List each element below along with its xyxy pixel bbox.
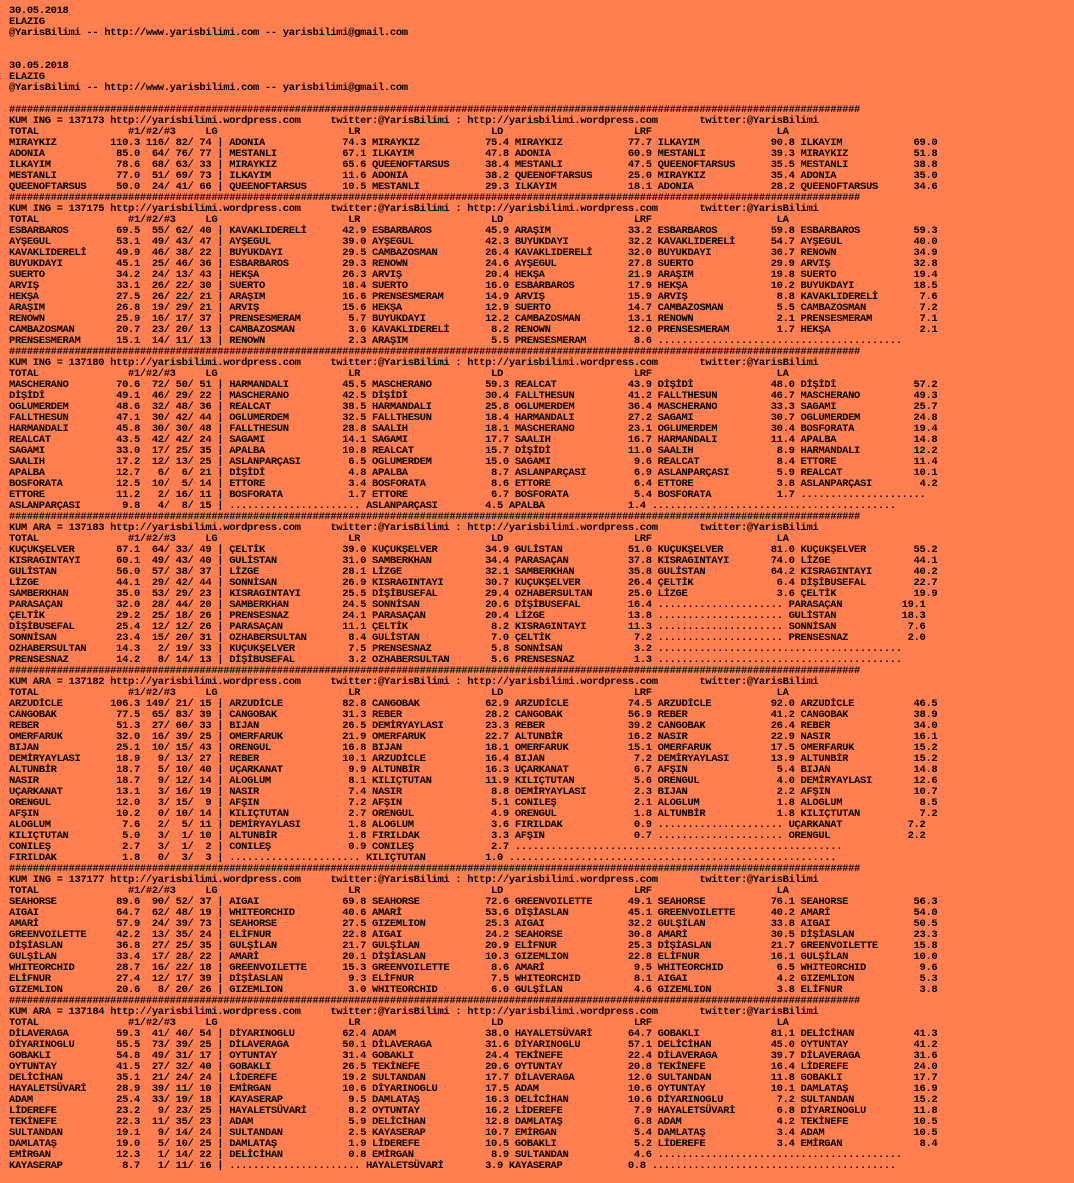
horse-row: CAMBAZOSMAN 20.7 23/ 20/ 13 | CAMBAZOSMAN 3.6 KAVAKLIDERELİ 8.2 RENOWN 12.0 PRENSESMERAM 1.7 HEKŞA 2.1 — [9, 324, 938, 336]
horse-row: LİDEREFE 23.2 9/ 23/ 25 | HAYALETSÜVARİ 8.2 OYTUNTAY 16.2 LİDEREFE 7.9 HAYALETSÜVARİ 6.8 DİYARINOGLU 11.8 — [9, 1105, 938, 1117]
race-header-line: KUM ING = 137175 http://yarisbilimi.wordpress.com twitter:@YarisBilimi : http://yarisbilimi.wordpress.com twitter:@YarisBilimi — [9, 203, 819, 215]
horse-row: AMARİ 57.9 24/ 39/ 73 | SEAHORSE 27.5 GIZEMLION 25.3 AIGAI 32.2 GULŞİLAN 33.8 AIGAI 50.5 — [9, 918, 938, 930]
separator-line: ############################################################################################################################################### — [9, 192, 860, 204]
horse-row: KAYASERAP 8.7 1/ 11/ 16 | ...................... HAYALETSÜVARİ 3.9 KAYASERAP 0.8 ......................................... — [9, 1160, 896, 1172]
horse-row: ÇELTİK 29.2 25/ 18/ 26 | PRENSESNAZ 24.1 PARASAÇAN 20.4 LİZGE 13.8 ..................... GULİSTAN 18.3 — [9, 610, 926, 622]
horse-row: KAVAKLIDERELİ 49.9 46/ 38/ 22 | BUYUKDAYI 29.5 CAMBAZOSMAN 26.4 KAVAKLIDERELİ 32.0 BUYUKDAYI 36.7 RENOWN 34.9 — [9, 247, 938, 259]
horse-row: AYŞEGUL 53.1 49/ 43/ 47 | AYŞEGUL 39.0 AYŞEGUL 42.3 BUYUKDAYI 32.2 KAVAKLIDERELİ 54.7 AYŞEGUL 40.0 — [9, 236, 938, 248]
horse-row: MASCHERANO 70.6 72/ 50/ 51 | HARMANDALI 45.5 MASCHERANO 59.3 REALCAT 43.9 DİŞİDİ 48.0 DİŞİDİ 57.2 — [9, 379, 938, 391]
horse-row: SUERTO 34.2 24/ 13/ 43 | HEKŞA 26.3 ARVIŞ 20.4 HEKŞA 21.9 ARAŞIM 19.8 SUERTO 19.4 — [9, 269, 938, 281]
race-header-line: KUM ING = 137180 http://yarisbilimi.wordpress.com twitter:@YarisBilimi : http://yarisbilimi.wordpress.com twitter:@YarisBilimi — [9, 357, 819, 369]
race-header-line: KUM ARA = 137183 http://yarisbilimi.wordpress.com twitter:@YarisBilimi : http://yarisbilimi.wordpress.com twitter:@YarisBilimi — [9, 522, 819, 534]
horse-row: FALLTHESUN 47.1 30/ 42/ 44 | OGLUMERDEM 32.5 FALLTHESUN 18.4 HARMANDALI 27.2 SAGAMI 30.7 OGLUMERDEM 24.8 — [9, 412, 938, 424]
column-header-line: TOTAL #1/#2/#3 LG LR LD LRF LA — [9, 885, 789, 897]
horse-row: ALTUNBİR 18.7 5/ 10/ 40 | UÇARKANAT 9.9 ALTUNBİR 16.3 UÇARKANAT 6.7 AFŞIN 5.4 BIJAN 14.8 — [9, 764, 938, 776]
horse-row: NASIR 18.7 9/ 12/ 14 | ALOGLUM 8.1 KILIÇTUTAN 11.9 KILIÇTUTAN 5.6 ORENGUL 4.0 DEMİRYAYLASI 12.6 — [9, 775, 938, 787]
horse-row: SAGAMI 33.0 17/ 25/ 35 | APALBA 10.8 REALCAT 15.7 DİŞİDİ 11.0 SAALIH 8.9 HARMANDALI 12.2 — [9, 445, 938, 457]
race-statistics-document — [9, 6, 937, 1172]
separator-line: ############################################################################################################################################### — [9, 511, 860, 523]
horse-row: REBER 51.3 27/ 60/ 33 | BIJAN 26.5 DEMİRYAYLASI 23.3 REBER 39.2 CANGOBAK 26.4 REBER 34.0 — [9, 720, 938, 732]
text-line: ELAZIG — [9, 71, 45, 83]
horse-row: KUÇUKŞELVER 67.1 64/ 33/ 49 | ÇELTİK 39.0 KUÇUKŞELVER 34.9 GULİSTAN 51.0 KUÇUKŞELVER 81.0 KUÇUKŞELVER 55.2 — [9, 544, 938, 556]
horse-row: SONNİSAN 23.4 15/ 20/ 31 | OZHABERSULTAN 8.4 GULİSTAN 7.0 ÇELTİK 7.2 ..................... PRENSESNAZ 2.0 — [9, 632, 926, 644]
horse-row: BUYUKDAYI 45.1 25/ 46/ 36 | ESBARBAROS 29.3 RENOWN 24.6 AYŞEGUL 27.8 SUERTO 29.9 ARVIŞ 32.8 — [9, 258, 938, 270]
horse-row: SAALIH 17.2 12/ 13/ 25 | ASLANPARÇASI 6.5 OGLUMERDEM 15.0 SAGAMI 9.6 REALCAT 8.4 ETTORE 11.4 — [9, 456, 938, 468]
horse-row: FIRILDAK 1.8 0/ 3/ 3 | ...................... KILIÇTUTAN 1.0 ....................................................... — [9, 852, 837, 864]
horse-row: EMİRGAN 12.3 1/ 14/ 22 | DELİCİHAN 0.8 EMİRGAN 8.9 SULTANDAN 4.6 ......................................... — [9, 1149, 902, 1161]
horse-row: ESBARBAROS 69.5 55/ 62/ 40 | KAVAKLIDERELİ 42.9 ESBARBAROS 45.9 ARAŞIM 33.2 ESBARBAROS 59.8 ESBARBAROS 59.3 — [9, 225, 938, 237]
separator-line: ############################################################################################################################################### — [9, 665, 860, 677]
horse-row: OYTUNTAY 41.5 27/ 32/ 40 | GOBAKLI 26.5 TEKİNEFE 20.6 OYTUNTAY 20.8 TEKİNEFE 16.4 LİDEREFE 24.0 — [9, 1061, 938, 1073]
horse-row: REALCAT 43.5 42/ 42/ 24 | SAGAMI 14.1 SAGAMI 17.7 SAALIH 16.7 HARMANDALI 11.4 APALBA 14.8 — [9, 434, 938, 446]
separator-line: ############################################################################################################################################### — [9, 995, 860, 1007]
horse-row: BIJAN 25.1 10/ 15/ 43 | ORENGUL 16.8 BIJAN 18.1 OMERFARUK 15.1 OMERFARUK 17.5 OMERFARUK 15.2 — [9, 742, 938, 754]
horse-row: GULŞİLAN 33.4 17/ 28/ 22 | AMARİ 20.1 DİŞİASLAN 10.3 GIZEMLION 22.8 ELİFNUR 16.1 GULŞİLAN 10.0 — [9, 951, 938, 963]
blank-line — [9, 39, 937, 50]
horse-row: KILIÇTUTAN 5.0 3/ 1/ 10 | ALTUNBİR 1.8 FIRILDAK 3.3 AFŞIN 0.7 ..................... ORENGUL 2.2 — [9, 830, 926, 842]
horse-row: BOSFORATA 12.5 10/ 5/ 14 | ETTORE 3.4 BOSFORATA 8.6 ETTORE 6.4 ETTORE 3.8 ASLANPARÇASI 4.2 — [9, 478, 938, 490]
horse-row: GULİSTAN 56.0 57/ 38/ 37 | LİZGE 28.1 LİZGE 32.1 SAMBERKHAN 35.8 GULİSTAN 64.2 KISRAGINTAYI 40.2 — [9, 566, 938, 578]
column-header-line: TOTAL #1/#2/#3 LG LR LD LRF LA — [9, 533, 789, 545]
horse-row: SULTANDAN 19.1 9/ 14/ 24 | SULTANDAN 2.5 KAYASERAP 10.7 EMİRGAN 5.4 DAMLATAŞ 3.4 ADAM 10.5 — [9, 1127, 938, 1139]
date-line: 30.05.2018 — [9, 5, 69, 17]
horse-row: DİŞİASLAN 36.8 27/ 25/ 35 | GULŞİLAN 21.7 GULŞİLAN 20.9 ELİFNUR 25.3 DİŞİASLAN 21.7 GREENVOILETTE 15.8 — [9, 940, 938, 952]
text-line: ELAZIG — [9, 16, 45, 28]
horse-row: ETTORE 11.2 2/ 16/ 11 | BOSFORATA 1.7 ETTORE 6.7 BOSFORATA 5.4 BOSFORATA 1.7 ..................... — [9, 489, 926, 501]
horse-row: DİYARINOGLU 55.5 73/ 39/ 25 | DİLAVERAGA 50.1 DİLAVERAGA 31.6 DİYARINOGLU 57.1 DELİCİHAN 45.0 OYTUNTAY 41.2 — [9, 1039, 938, 1051]
horse-row: UÇARKANAT 13.1 3/ 16/ 19 | NASIR 7.4 NASIR 8.8 DEMİRYAYLASI 2.3 BIJAN 2.2 AFŞIN 10.7 — [9, 786, 938, 798]
horse-row: DELİCİHAN 35.1 21/ 24/ 24 | LİDEREFE 19.2 SULTANDAN 17.7 DİLAVERAGA 12.0 SULTANDAN 11.8 GOBAKLI 17.7 — [9, 1072, 938, 1084]
horse-row: WHITEORCHID 28.7 16/ 22/ 18 | GREENVOILETTE 15.3 GREENVOILETTE 8.6 AMARİ 9.5 WHITEORCHID 6.5 WHITEORCHID 9.6 — [9, 962, 938, 974]
horse-row: HARMANDALI 45.8 30/ 30/ 48 | FALLTHESUN 28.8 SAALIH 18.1 MASCHERANO 23.1 OGLUMERDEM 30.4 BOSFORATA 19.4 — [9, 423, 938, 435]
horse-row: TEKİNEFE 22.3 11/ 35/ 23 | ADAM 5.9 DELİCİHAN 12.8 DAMLATAŞ 6.8 ADAM 4.2 TEKİNEFE 10.5 — [9, 1116, 938, 1128]
column-header-line: TOTAL #1/#2/#3 LG LR LD LRF LA — [9, 368, 789, 380]
race-header-line: KUM ING = 137177 http://yarisbilimi.wordpress.com twitter:@YarisBilimi : http://yarisbilimi.wordpress.com twitter:@YarisBilimi — [9, 874, 819, 886]
blank-line — [9, 50, 937, 61]
horse-row: CANGOBAK 77.5 65/ 83/ 39 | CANGOBAK 31.3 REBER 28.2 CANGOBAK 56.9 REBER 41.2 CANGOBAK 38.9 — [9, 709, 938, 721]
horse-row: APALBA 12.7 6/ 6/ 21 | DİŞİDİ 4.8 APALBA 8.7 ASLANPARÇASI 6.9 ASLANPARÇASI 5.9 REALCAT 10.1 — [9, 467, 938, 479]
separator-line: ############################################################################################################################################### — [9, 863, 860, 875]
horse-row: OZHABERSULTAN 14.3 2/ 19/ 33 | KUÇUKŞELVER 7.5 PRENSESNAZ 5.8 SONNİSAN 3.2 ......................................... — [9, 643, 902, 655]
horse-row: RENOWN 25.9 16/ 17/ 37 | PRENSESMERAM 5.7 BUYUKDAYI 12.2 CAMBAZOSMAN 13.1 RENOWN 2.1 PRENSESMERAM 7.1 — [9, 313, 938, 325]
horse-row: GOBAKLI 54.8 49/ 31/ 17 | OYTUNTAY 31.4 GOBAKLI 24.4 TEKİNEFE 22.4 DİLAVERAGA 39.7 DİLAVERAGA 31.6 — [9, 1050, 938, 1062]
horse-row: ORENGUL 12.0 3/ 15/ 9 | AFŞIN 7.2 AFŞIN 5.1 CONILEŞ 2.1 ALOGLUM 1.8 ALOGLUM 8.5 — [9, 797, 938, 809]
horse-row: SEAHORSE 89.6 90/ 52/ 37 | AIGAI 69.8 SEAHORSE 72.6 GREENVOILETTE 49.1 SEAHORSE 76.1 SEAHORSE 56.3 — [9, 896, 938, 908]
race-header-line: KUM ARA = 137184 http://yarisbilimi.wordpress.com twitter:@YarisBilimi : http://yarisbilimi.wordpress.com twitter:@YarisBilimi — [9, 1006, 819, 1018]
horse-row: DEMİRYAYLASI 18.9 9/ 13/ 27 | REBER 10.1 ARZUDİCLE 16.4 BIJAN 7.2 DEMİRYAYLASI 13.9 ALTUNBİR 15.2 — [9, 753, 938, 765]
column-header-line: TOTAL #1/#2/#3 LG LR LD LRF LA — [9, 214, 789, 226]
horse-row: GREENVOILETTE 42.2 13/ 35/ 24 | ELİFNUR 22.8 AIGAI 24.2 SEAHORSE 30.8 AMARİ 30.5 DİŞİASLAN 23.3 — [9, 929, 938, 941]
horse-row: DİŞİDİ 49.1 46/ 29/ 22 | MASCHERANO 42.5 DİŞİDİ 30.4 FALLTHESUN 41.2 FALLTHESUN 46.7 MASCHERANO 49.3 — [9, 390, 938, 402]
horse-row: OMERFARUK 32.0 16/ 39/ 25 | OMERFARUK 21.9 OMERFARUK 22.7 ALTUNBİR 16.2 NASIR 22.9 NASIR 16.1 — [9, 731, 938, 743]
horse-row: PRENSESMERAM 15.1 14/ 11/ 13 | RENOWN 2.3 ARAŞIM 5.5 PRENSESMERAM 8.6 ......................................... — [9, 335, 902, 347]
horse-row: DAMLATAŞ 19.0 5/ 10/ 25 | DAMLATAŞ 1.9 LİDEREFE 10.5 GOBAKLI 5.2 LİDEREFE 3.4 EMİRGAN 8.4 — [9, 1138, 938, 1150]
horse-row: HEKŞA 27.5 26/ 22/ 21 | ARAŞIM 16.6 PRENSESMERAM 14.9 ARVIŞ 15.9 ARVIŞ 8.8 KAVAKLIDERELİ 7.6 — [9, 291, 938, 303]
horse-row: ARVIŞ 33.1 26/ 22/ 30 | SUERTO 18.4 SUERTO 16.0 ESBARBAROS 17.9 HEKŞA 10.2 BUYUKDAYI 18.5 — [9, 280, 938, 292]
horse-row: MESTANLI 77.0 51/ 69/ 73 | ILKAYIM 11.6 ADONIA 38.2 QUEENOFTARSUS 25.0 MIRAYKIZ 35.4 ADONIA 35.0 — [9, 170, 938, 182]
horse-row: MIRAYKIZ 110.3 116/ 82/ 74 | ADONIA 74.3 MIRAYKIZ 75.4 MIRAYKIZ 77.7 ILKAYIM 90.8 ILKAYIM 69.0 — [9, 137, 938, 149]
date-line: 30.05.2018 — [9, 60, 69, 72]
horse-row: AIGAI 64.7 62/ 48/ 19 | WHITEORCHID 40.6 AMARİ 53.6 DİŞİASLAN 45.1 GREENVOILETTE 40.2 AMARİ 54.0 — [9, 907, 938, 919]
horse-row: GIZEMLION 20.6 8/ 20/ 26 | GIZEMLION 3.0 WHITEORCHID 6.0 GULŞİLAN 4.6 GIZEMLION 3.8 ELİFNUR 3.8 — [9, 984, 938, 996]
horse-row: PRENSESNAZ 14.2 8/ 14/ 13 | DİŞİBUSEFAL 3.2 OZHABERSULTAN 5.6 PRENSESNAZ 1.3 ......................................... — [9, 654, 902, 666]
horse-row: LİZGE 44.1 29/ 42/ 44 | SONNİSAN 26.9 KISRAGINTAYI 30.7 KUÇUKŞELVER 26.4 ÇELTİK 6.4 DİŞİBUSEFAL 22.7 — [9, 577, 938, 589]
column-header-line: TOTAL #1/#2/#3 LG LR LD LRF LA — [9, 687, 789, 699]
horse-row: OGLUMERDEM 48.6 32/ 48/ 36 | REALCAT 38.5 HARMANDALI 25.8 OGLUMERDEM 36.4 MASCHERANO 33.3 SAGAMI 25.7 — [9, 401, 938, 413]
horse-row: HAYALETSÜVARİ 28.9 39/ 11/ 10 | EMİRGAN 10.6 DİYARINOGLU 17.5 ADAM 10.6 OYTUNTAY 10.1 DAMLATAŞ 16.9 — [9, 1083, 938, 1095]
horse-row: ALOGLUM 7.6 2/ 5/ 11 | DEMİRYAYLASI 1.8 ALOGLUM 3.6 FIRILDAK 0.9 ..................... UÇARKANAT 7.2 — [9, 819, 926, 831]
horse-row: SAMBERKHAN 35.0 53/ 29/ 23 | KISRAGINTAYI 25.5 DİŞİBUSEFAL 29.4 OZHABERSULTAN 25.0 LİZGE 3.6 ÇELTİK 19.9 — [9, 588, 938, 600]
horse-row: ARAŞIM 26.8 19/ 29/ 21 | ARVIŞ 15.6 HEKŞA 12.9 SUERTO 14.7 CAMBAZOSMAN 5.5 CAMBAZOSMAN 7.2 — [9, 302, 938, 314]
separator-line: ############################################################################################################################################### — [9, 346, 860, 358]
horse-row: ASLANPARÇASI 9.8 4/ 8/ 15 | ...................... ASLANPARÇASI 4.5 APALBA 1.4 ......................................... — [9, 500, 896, 512]
separator-line: ############################################################################################################################################### — [9, 104, 860, 116]
horse-row: ELİFNUR 27.4 12/ 17/ 39 | DİŞİASLAN 9.3 ELİFNUR 7.5 WHITEORCHID 8.1 AIGAI 4.2 GIZEMLION 5.3 — [9, 973, 938, 985]
race-header-line: KUM ARA = 137182 http://yarisbilimi.wordpress.com twitter:@YarisBilimi : http://yarisbilimi.wordpress.com twitter:@YarisBilimi — [9, 676, 819, 688]
horse-row: DİŞİBUSEFAL 25.4 12/ 12/ 26 | PARASAÇAN 11.1 ÇELTİK 8.2 KISRAGINTAYI 11.3 ..................... SONNİSAN 7.6 — [9, 621, 926, 633]
horse-row: KISRAGINTAYI 60.1 49/ 43/ 40 | GULİSTAN 31.0 SAMBERKHAN 34.4 PARASAÇAN 37.8 KISRAGINTAYI 74.0 LİZGE 44.1 — [9, 555, 938, 567]
contact-line: @YarisBilimi -- http://www.yarisbilimi.com -- yarisbilimi@gmail.com — [9, 27, 408, 39]
horse-row: DİLAVERAGA 59.3 41/ 40/ 54 | DİYARINOGLU 62.4 ADAM 38.0 HAYALETSÜVARİ 64.7 GOBAKLI 81.1 DELİCİHAN 41.3 — [9, 1028, 938, 1040]
horse-row: CONILEŞ 2.7 3/ 1/ 2 | CONILEŞ 0.9 CONILEŞ 2.7 ....................................................... — [9, 841, 843, 853]
horse-row: ILKAYIM 78.6 68/ 63/ 33 | MIRAYKIZ 65.6 QUEENOFTARSUS 38.4 MESTANLI 47.5 QUEENOFTARSUS 35.5 MESTANLI 38.8 — [9, 159, 938, 171]
horse-row: ADAM 25.4 33/ 19/ 18 | KAYASERAP 9.5 DAMLATAŞ 16.3 DELİCİHAN 10.6 DİYARINOGLU 7.2 SULTANDAN 15.2 — [9, 1094, 938, 1106]
horse-row: PARASAÇAN 32.0 28/ 44/ 20 | SAMBERKHAN 24.5 SONNİSAN 20.6 DİŞİBUSEFAL 16.4 ..................... PARASAÇAN 19.1 — [9, 599, 926, 611]
contact-line: @YarisBilimi -- http://www.yarisbilimi.com -- yarisbilimi@gmail.com — [9, 82, 408, 94]
column-header-line: TOTAL #1/#2/#3 LG LR LD LRF LA — [9, 1017, 789, 1029]
horse-row: ADONIA 85.0 64/ 76/ 77 | MESTANLI 67.1 ILKAYIM 47.8 ADONIA 60.9 MESTANLI 39.3 MIRAYKIZ 51.8 — [9, 148, 938, 160]
horse-row: QUEENOFTARSUS 50.0 24/ 41/ 66 | QUEENOFTARSUS 10.5 MESTANLI 29.3 ILKAYIM 18.1 ADONIA 28.2 QUEENOFTARSUS 34.6 — [9, 181, 938, 193]
column-header-line: TOTAL #1/#2/#3 LG LR LD LRF LA — [9, 126, 789, 138]
horse-row: ARZUDİCLE 106.3 149/ 21/ 15 | ARZUDİCLE 82.8 CANGOBAK 62.9 ARZUDİCLE 74.5 ARZUDİCLE 92.0 ARZUDİCLE 46.5 — [9, 698, 938, 710]
horse-row: AFŞIN 10.2 0/ 10/ 14 | KILIÇTUTAN 2.7 ORENGUL 4.9 ORENGUL 1.8 ALTUNBİR 1.8 KILIÇTUTAN 7.2 — [9, 808, 938, 820]
race-header-line: KUM ING = 137173 http://yarisbilimi.wordpress.com twitter:@YarisBilimi : http://yarisbilimi.wordpress.com twitter:@YarisBilimi — [9, 115, 819, 127]
